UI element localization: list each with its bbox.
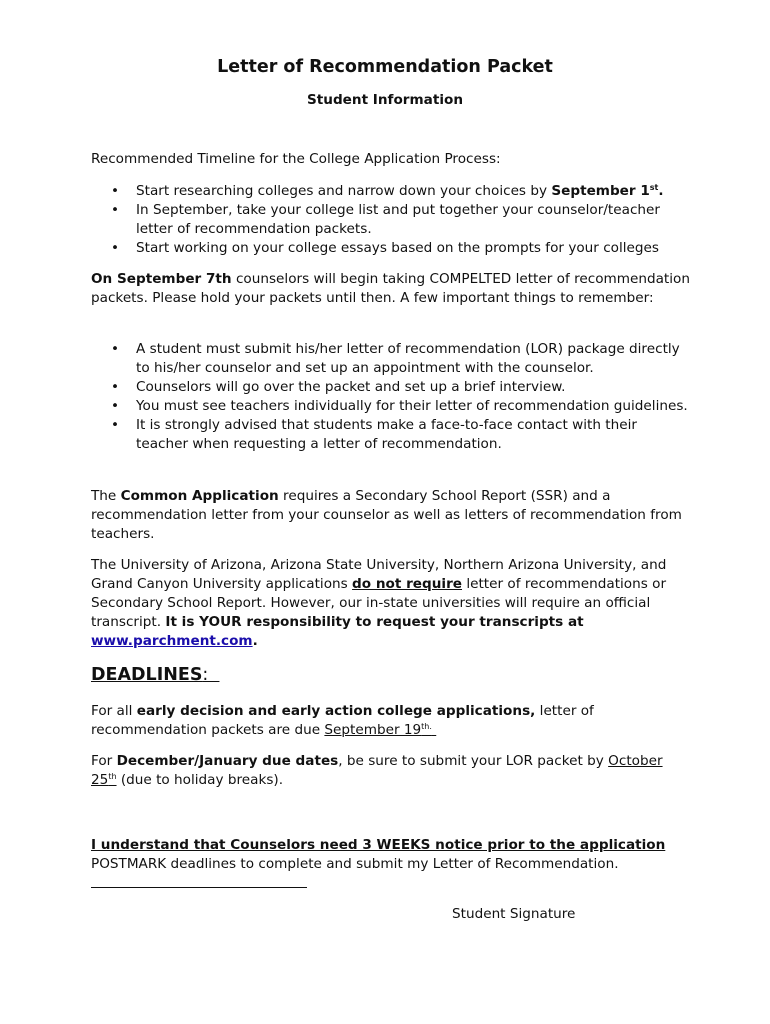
reminders-list	[91, 340, 691, 454]
common-app-paragraph: The Common Application requires a Secondary School Report (SSR) and a recommendation letter from your counselor as well as letters of recommendation from teachers.	[91, 488, 682, 542]
parchment-link[interactable]: www.parchment.com	[91, 633, 253, 649]
list-item: • Start researching colleges and narrow down your choices by September 1st.	[91, 182, 691, 201]
list-item: • You must see teachers individually for their letter of recommendation guidelines.	[91, 397, 691, 416]
list-item: • It is strongly advised that students make a face-to-face contact with their teacher when requesting a letter of recommendation.	[91, 416, 691, 454]
page-subtitle: Student Information	[306, 92, 464, 108]
list-item: • Counselors will go over the packet and set up a brief interview.	[91, 378, 691, 397]
signature-line[interactable]	[91, 874, 307, 888]
list-item: • A student must submit his/her letter of recommendation (LOR) package directly to his/her counselor and set up an appointment with the counselor.	[91, 340, 691, 378]
arizona-paragraph: The University of Arizona, Arizona State University, Northern Arizona University, and Grand Canyon University applications do not require letter of recommendations or Secondary School Report. However, our in-state universities will require an official transcript. It is YOUR responsibility to request your transcripts at www.parchment.com.	[91, 557, 667, 649]
deadlines-heading: DEADLINES:	[91, 665, 220, 685]
timeline-list	[91, 182, 691, 258]
signature-label: Student Signature	[452, 906, 576, 922]
early-deadline-paragraph: For all early decision and early action college applications, letter of recommendation packets are due September $19^{th.}$	[91, 703, 594, 738]
acknowledgment-paragraph: I understand that Counselors need 3 WEEKS notice prior to the application POSTMARK deadlines to complete and submit my Letter of Recommendation.	[91, 836, 691, 894]
page-title: Letter of Recommendation Packet	[217, 57, 553, 77]
timeline-intro: Recommended Timeline for the College Application Process:	[91, 151, 501, 167]
december-deadline-paragraph: For December/January due dates, be sure to submit your LOR packet by October 25th (due to holiday breaks).	[91, 753, 663, 788]
list-item: • In September, take your college list and put together your counselor/teacher letter of recommendation packets.	[91, 201, 691, 239]
sept7-paragraph: On September 7th counselors will begin taking COMPELTED letter of recommendation packets. Please hold your packets until then. A few important things to remember:	[91, 271, 690, 306]
list-item: • Start working on your college essays based on the prompts for your colleges	[91, 239, 691, 258]
